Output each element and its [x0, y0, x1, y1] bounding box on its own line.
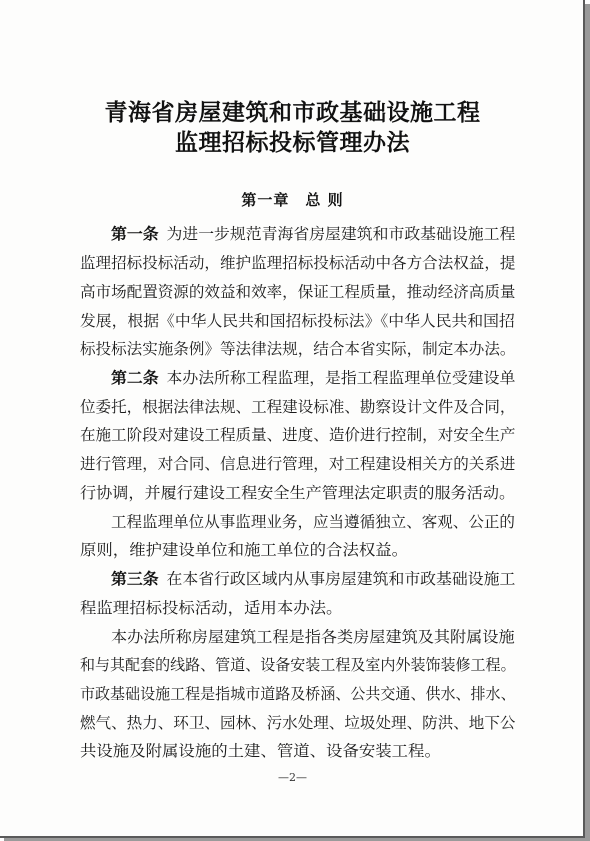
line-text: 进行管理，对合同、信息进行管理，对工程建设相关方的关系进 [80, 455, 516, 473]
article-label: 第一条 [111, 225, 159, 243]
line-text: 市政基础设施工程是指城市道路及桥涵、公共交通、供水、排水、 [80, 685, 516, 703]
text-line [111, 368, 515, 388]
document-title-line1: 青海省房屋建筑和市政基础设施工程 [104, 100, 481, 126]
line-text: 原则，维护建设单位和施工单位的合法权益。 [80, 541, 409, 559]
text-line [111, 512, 515, 532]
chapter-name: 总 则 [305, 191, 344, 209]
line-text: 和与其配套的线路、管道、设备安装工程及室内外装饰装修工程。 [80, 656, 516, 674]
text-line [80, 713, 515, 733]
article-label: 第二条 [111, 369, 159, 387]
text-line [80, 598, 342, 618]
text-line [80, 311, 515, 331]
line-text: 工程监理单位从事监理业务，应当遵循独立、客观、公正的 [111, 513, 515, 531]
text-line [80, 282, 515, 302]
text-line [80, 540, 408, 560]
line-text: 发展，根据《中华人民共和国招标投标法》《中华人民共和国招 [80, 312, 515, 330]
line-text: 本办法所称房屋建筑工程是指各类房屋建筑及其附属设施 [111, 628, 515, 646]
line-text: 位委托，根据法律法规、工程建设标准、勘察设计文件及合同， [80, 398, 516, 416]
document-title-line2: 监理招标投标管理办法 [175, 130, 410, 156]
text-line [80, 454, 515, 474]
text-line [80, 483, 515, 503]
line-text: 监理招标投标活动，维护监理招标投标活动中各方合法权益，提 [80, 254, 516, 272]
text-line [80, 339, 515, 359]
chapter-heading [0, 189, 585, 210]
line-text: 高市场配置资源的效益和效率，保证工程质量，推动经济高质量 [80, 283, 516, 301]
text-line [80, 655, 516, 675]
text-line [80, 425, 515, 445]
line-text: 共设施及附属设施的土建、管道、设备安装工程。 [80, 742, 441, 760]
text-line [80, 684, 516, 704]
line-text: 燃气、热力、环卫、园林、污水处理、垃圾处理、防洪、地下公 [80, 714, 516, 732]
line-text: 标投标法实施条例》等法律法规，结合本省实际，制定本办法。 [80, 340, 516, 358]
text-line [111, 569, 515, 589]
text-line [80, 397, 515, 417]
line-text: 行协调，并履行建设工程安全生产管理法定职责的服务活动。 [80, 484, 516, 502]
chapter-number: 第一章 [241, 191, 290, 209]
page-number: —2— [278, 771, 307, 784]
line-text: 为进一步规范青海省房屋建筑和市政基础设施工程 [166, 225, 516, 243]
text-line [80, 741, 441, 761]
line-text: 在本省行政区域内从事房屋建筑和市政基础设施工 [166, 570, 516, 588]
line-text: 程监理招标投标活动，适用本办法。 [80, 599, 343, 617]
text-line [111, 224, 515, 244]
line-text: 在施工阶段对建设工程质量、进度、造价进行控制，对安全生产 [80, 426, 516, 444]
text-line [111, 627, 515, 647]
line-text: 本办法所称工程监理，是指工程监理单位受建设单 [166, 369, 516, 387]
article-label: 第三条 [111, 570, 159, 588]
text-line [80, 253, 515, 273]
